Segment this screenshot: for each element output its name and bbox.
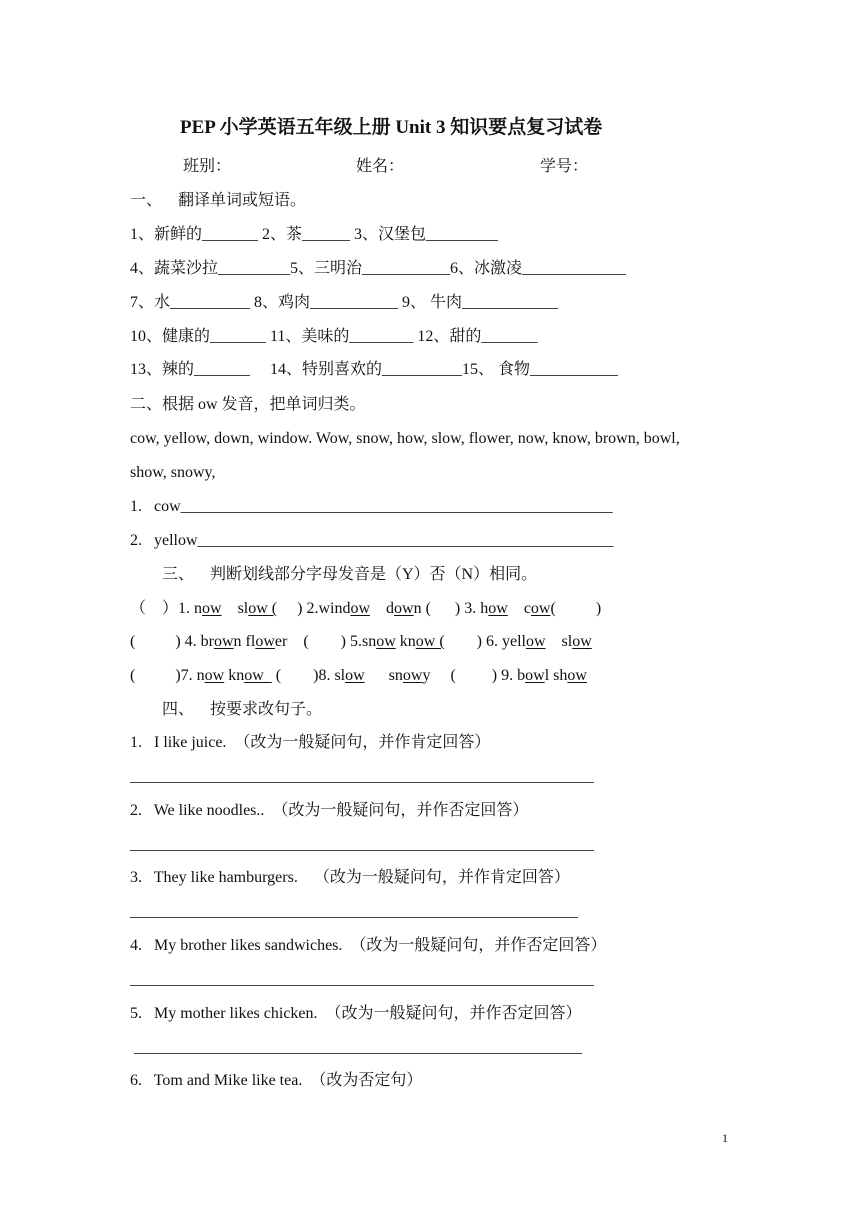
underlined-letters: ow: [525, 667, 545, 684]
underlined-letters: ow: [345, 667, 365, 684]
row-text: n fl: [233, 633, 256, 650]
row-text: （ ）1. n: [130, 600, 203, 617]
underlined-letters: ow: [202, 600, 222, 617]
row-text: y ( ) 9. b: [422, 667, 526, 684]
question-text: 3. They like hamburgers. （改为一般疑问句，并作肯定回答）: [130, 869, 570, 886]
student-number-label: 学号：: [540, 158, 589, 175]
section-1-line: 4、蔬菜沙拉_________5、三明治___________6、冰激凌_____________: [130, 260, 627, 277]
underlined-letters: ow: [255, 633, 275, 650]
underlined-letters: ow: [213, 633, 234, 650]
question-text: 4. My brother likes sandwiches. （改为一般疑问句，并作否定回答）: [130, 937, 607, 954]
underlined-letters: ow: [572, 633, 592, 650]
row-text: er ( ) 5.sn: [274, 633, 377, 650]
section-1-line: 1、新鲜的_______ 2、茶______ 3、汉堡包_________: [130, 226, 499, 243]
row-text: sl: [545, 633, 573, 650]
underlined-letters: ow: [530, 600, 551, 617]
answer-line: ________________________________________________________: [130, 1039, 582, 1056]
section-1-line: 7、水__________ 8、鸡肉___________ 9、 牛肉____________: [130, 294, 559, 311]
row-text: ) 2.wind: [277, 600, 351, 617]
answer-line: ________________________________________________________: [130, 903, 578, 920]
answer-line: __________________________________________________________: [130, 836, 594, 853]
row-text: ( ): [550, 600, 602, 617]
section-3-heading: 三、 判断划线部分字母发音是（Y）否（N）相同。: [162, 566, 538, 583]
section-1-heading: 一、 翻译单词或短语。: [130, 192, 307, 209]
underlined-letters: ow: [488, 600, 508, 617]
cow-group-line: 1. cow______________________________________________________: [130, 498, 613, 515]
row-text: sl: [221, 600, 249, 617]
row-text: ( )8. sl: [271, 667, 346, 684]
underlined-letters: ow: [567, 667, 587, 684]
name-label: 姓名：: [356, 158, 405, 175]
underlined-letters: ow: [394, 600, 414, 617]
question-text: 5. My mother likes chicken. （改为一般疑问句，并作否定回答）: [130, 1005, 582, 1022]
section-2-heading: 二、根据 ow 发音，把单词归类。: [130, 396, 366, 413]
page-title: PEP 小学英语五年级上册 Unit 3 知识要点复习试卷: [180, 117, 603, 138]
section-4-heading: 四、 按要求改句子。: [162, 701, 323, 718]
row-text: d: [370, 600, 395, 617]
row-text: n ( ) 3. h: [413, 600, 489, 617]
underlined-letters: ow: [525, 633, 546, 650]
row-text: kn: [224, 667, 245, 684]
question-text: 1. I like juice. （改为一般疑问句，并作肯定回答）: [130, 734, 491, 751]
section-1-line: 10、健康的_______ 11、美味的________ 12、甜的_______: [130, 328, 538, 345]
row-text: c: [507, 600, 531, 617]
row-text: sn: [364, 667, 403, 684]
section-1-line: 13、辣的_______ 14、特别喜欢的__________15、 食物___________: [130, 361, 619, 378]
yellow-group-line: 2. yellow____________________________________________________: [130, 532, 614, 549]
judgement-row: [130, 632, 592, 652]
row-text: ( ) 4. br: [130, 633, 214, 650]
underlined-letters: ow: [244, 667, 272, 684]
class-label: 班别：: [183, 158, 232, 175]
answer-line: __________________________________________________________: [130, 971, 594, 988]
row-text: ) 6. yell: [444, 633, 526, 650]
row-text: kn: [395, 633, 416, 650]
question-text: 6. Tom and Mike like tea. （改为否定句）: [130, 1072, 423, 1089]
question-text: 2. We like noodles.. （改为一般疑问句，并作否定回答）: [130, 802, 529, 819]
underlined-letters: ow: [204, 667, 225, 684]
judgement-row: [130, 599, 601, 619]
judgement-row: [130, 666, 587, 686]
underlined-letters: ow: [350, 600, 371, 617]
underlined-letters: ow (: [248, 600, 278, 617]
underlined-letters: ow (: [415, 633, 445, 650]
page-number: 1: [722, 1131, 728, 1145]
word-list: show, snowy,: [130, 464, 216, 481]
word-list: cow, yellow, down, window. Wow, snow, how, slow, flower, now, know, brown, bowl,: [130, 430, 680, 447]
row-text: ( )7. n: [130, 667, 205, 684]
answer-line: __________________________________________________________: [130, 768, 594, 785]
underlined-letters: ow: [402, 667, 423, 684]
row-text: l sh: [544, 667, 568, 684]
underlined-letters: ow: [376, 633, 396, 650]
